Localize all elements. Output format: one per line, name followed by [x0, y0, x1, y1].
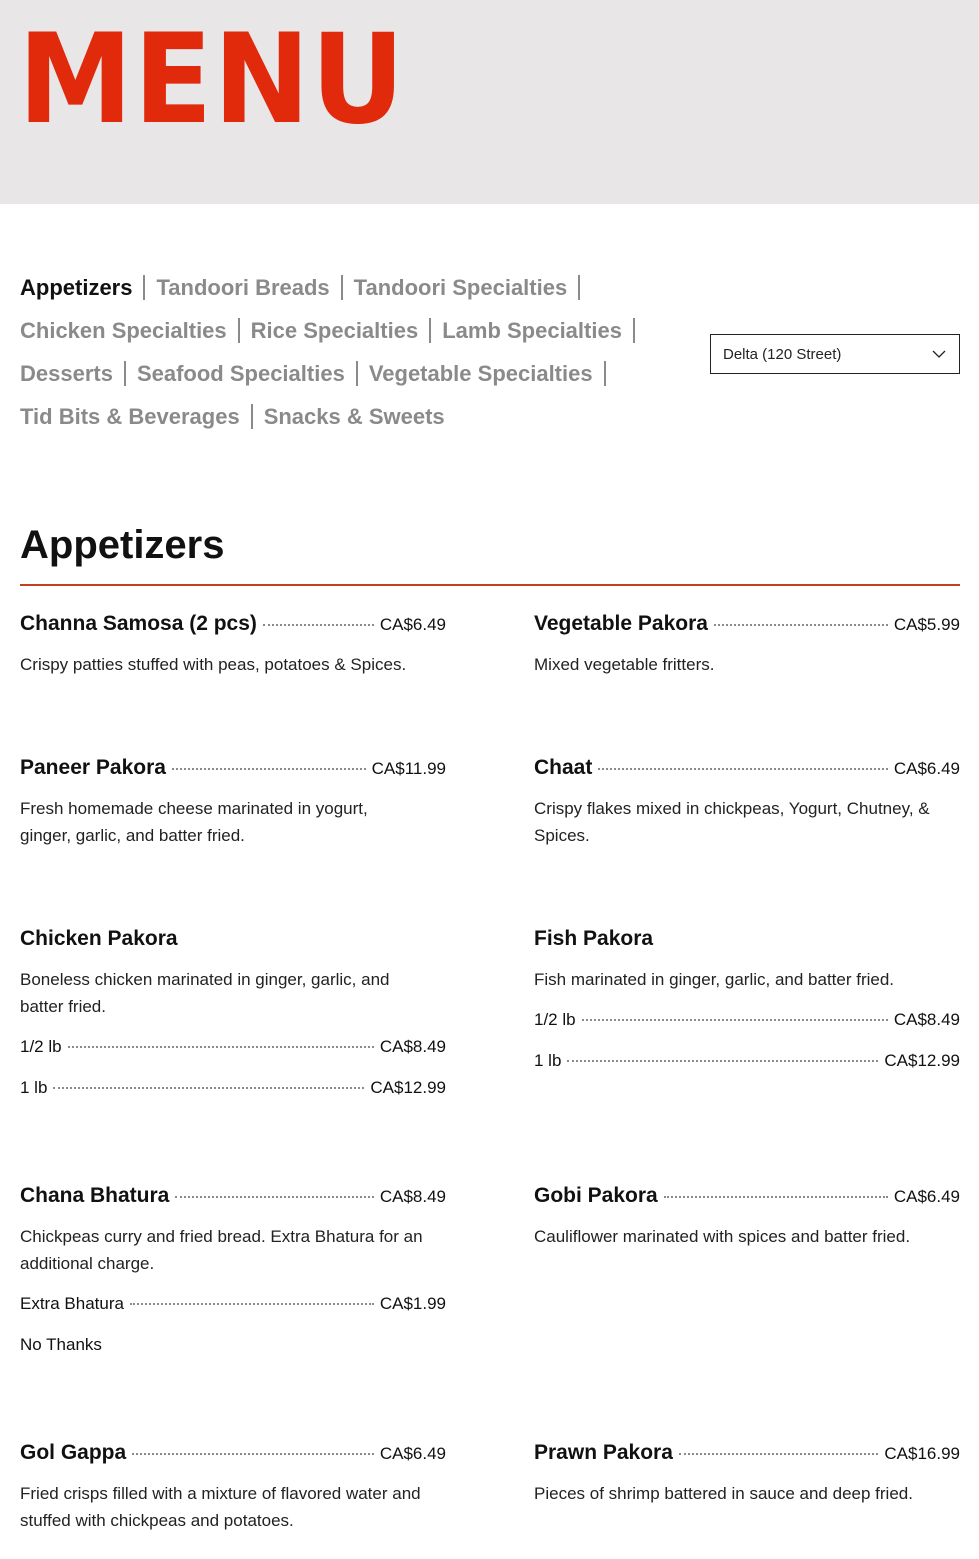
option-price: CA$1.99 [379, 1294, 446, 1313]
item-name: Gobi Pakora [534, 1184, 658, 1207]
menu-item [534, 1184, 960, 1250]
item-variant [20, 1078, 446, 1102]
menu-item [534, 1441, 960, 1507]
category-rice-specialties[interactable]: Rice Specialties [250, 317, 419, 343]
item-description: Crispy patties stuffed with peas, potatoes & Spices. [20, 655, 407, 674]
option-name: Extra Bhatura [20, 1294, 124, 1313]
menu-item [534, 612, 960, 678]
variant-name: 1 lb [534, 1051, 562, 1070]
category-divider [251, 404, 253, 429]
category-row [20, 352, 660, 395]
section-title: Appetizers [20, 523, 225, 567]
category-seafood-specialties[interactable]: Seafood Specialties [136, 360, 345, 386]
item-option[interactable] [20, 1335, 446, 1359]
item-description: Mixed vegetable fritters. [534, 655, 715, 674]
category-divider [604, 361, 606, 386]
item-name: Chaat [534, 756, 593, 779]
section-divider [20, 584, 960, 586]
category-divider [238, 318, 240, 343]
dot-leader [172, 768, 366, 770]
menu-item [20, 1184, 446, 1359]
item-name: Prawn Pakora [534, 1441, 673, 1464]
item-description: Fish marinated in ginger, garlic, and batter fried. [534, 970, 895, 989]
menu-header-banner [0, 0, 979, 204]
menu-item [534, 756, 960, 849]
category-chicken-specialties[interactable]: Chicken Specialties [20, 317, 227, 343]
category-tid-bits-beverages[interactable]: Tid Bits & Beverages [20, 403, 240, 429]
menu-item [534, 927, 960, 1075]
item-name: Paneer Pakora [20, 756, 166, 779]
dot-leader [582, 1019, 888, 1021]
category-nav [20, 266, 660, 438]
variant-price: CA$12.99 [370, 1078, 446, 1097]
category-divider [143, 275, 145, 300]
item-description: Pieces of shrimp battered in sauce and deep fried. [534, 1484, 913, 1503]
item-price: CA$6.49 [893, 759, 960, 778]
item-price: CA$16.99 [884, 1444, 960, 1463]
item-variant [20, 1037, 446, 1061]
category-tandoori-specialties[interactable]: Tandoori Specialties [353, 274, 568, 300]
item-price: CA$8.49 [379, 1187, 446, 1206]
item-description: Cauliflower marinated with spices and batter fried. [534, 1227, 911, 1246]
variant-price: CA$12.99 [884, 1051, 960, 1070]
dot-leader [598, 768, 887, 770]
category-desserts[interactable]: Desserts [20, 360, 113, 386]
category-divider [356, 361, 358, 386]
chevron-down-icon [931, 347, 947, 366]
category-divider [578, 275, 580, 300]
dot-leader [714, 624, 888, 626]
item-name: Channa Samosa (2 pcs) [20, 612, 257, 635]
item-description: Chickpeas curry and fried bread. Extra Bhatura for an additional charge. [20, 1227, 423, 1273]
dot-leader [53, 1087, 364, 1089]
dot-leader [263, 624, 374, 626]
category-divider [429, 318, 431, 343]
item-price: CA$11.99 [371, 759, 446, 778]
category-snacks-sweets[interactable]: Snacks & Sweets [263, 403, 445, 429]
variant-name: 1/2 lb [534, 1010, 576, 1029]
item-name: Chana Bhatura [20, 1184, 170, 1207]
location-dropdown[interactable] [710, 334, 960, 374]
item-description: Fried crisps filled with a mixture of flavored water and stuffed with chickpeas and potatoes. [20, 1484, 421, 1530]
dot-leader [175, 1196, 373, 1198]
item-description: Crispy flakes mixed in chickpeas, Yogurt, Chutney, & Spices. [534, 799, 930, 845]
category-row [20, 266, 660, 309]
menu-item [20, 1441, 446, 1534]
category-tandoori-breads[interactable]: Tandoori Breads [156, 274, 330, 300]
variant-price: CA$8.49 [893, 1010, 960, 1029]
dot-leader [679, 1453, 878, 1455]
item-name: Gol Gappa [20, 1441, 127, 1464]
category-appetizers[interactable]: Appetizers [20, 274, 133, 300]
dot-leader [130, 1303, 374, 1305]
item-option[interactable] [20, 1294, 446, 1318]
category-vegetable-specialties[interactable]: Vegetable Specialties [368, 360, 593, 386]
category-row [20, 395, 660, 438]
item-price: CA$5.99 [893, 615, 960, 634]
category-lamb-specialties[interactable]: Lamb Specialties [442, 317, 622, 343]
item-variant [534, 1051, 960, 1075]
menu-title: MENU [18, 8, 406, 152]
option-name: No Thanks [20, 1335, 102, 1354]
category-row [20, 309, 660, 352]
variant-price: CA$8.49 [379, 1037, 446, 1056]
location-selected-value: Delta (120 Street) [723, 345, 842, 363]
menu-item [20, 756, 446, 849]
item-price: CA$6.49 [893, 1187, 960, 1206]
item-description: Boneless chicken marinated in ginger, garlic, and batter fried. [20, 970, 390, 1016]
item-variant [534, 1010, 960, 1034]
menu-item [20, 612, 446, 678]
dot-leader [567, 1060, 878, 1062]
item-name: Chicken Pakora [20, 927, 178, 950]
category-divider [124, 361, 126, 386]
variant-name: 1/2 lb [20, 1037, 62, 1056]
menu-item [20, 927, 446, 1102]
item-description: Fresh homemade cheese marinated in yogurt, ginger, garlic, and batter fried. [20, 799, 368, 845]
dot-leader [132, 1453, 374, 1455]
item-name: Vegetable Pakora [534, 612, 708, 635]
category-divider [633, 318, 635, 343]
variant-name: 1 lb [20, 1078, 48, 1097]
dot-leader [664, 1196, 888, 1198]
item-price: CA$6.49 [379, 1444, 446, 1463]
category-divider [341, 275, 343, 300]
dot-leader [68, 1046, 374, 1048]
item-price: CA$6.49 [379, 615, 446, 634]
item-name: Fish Pakora [534, 927, 654, 950]
